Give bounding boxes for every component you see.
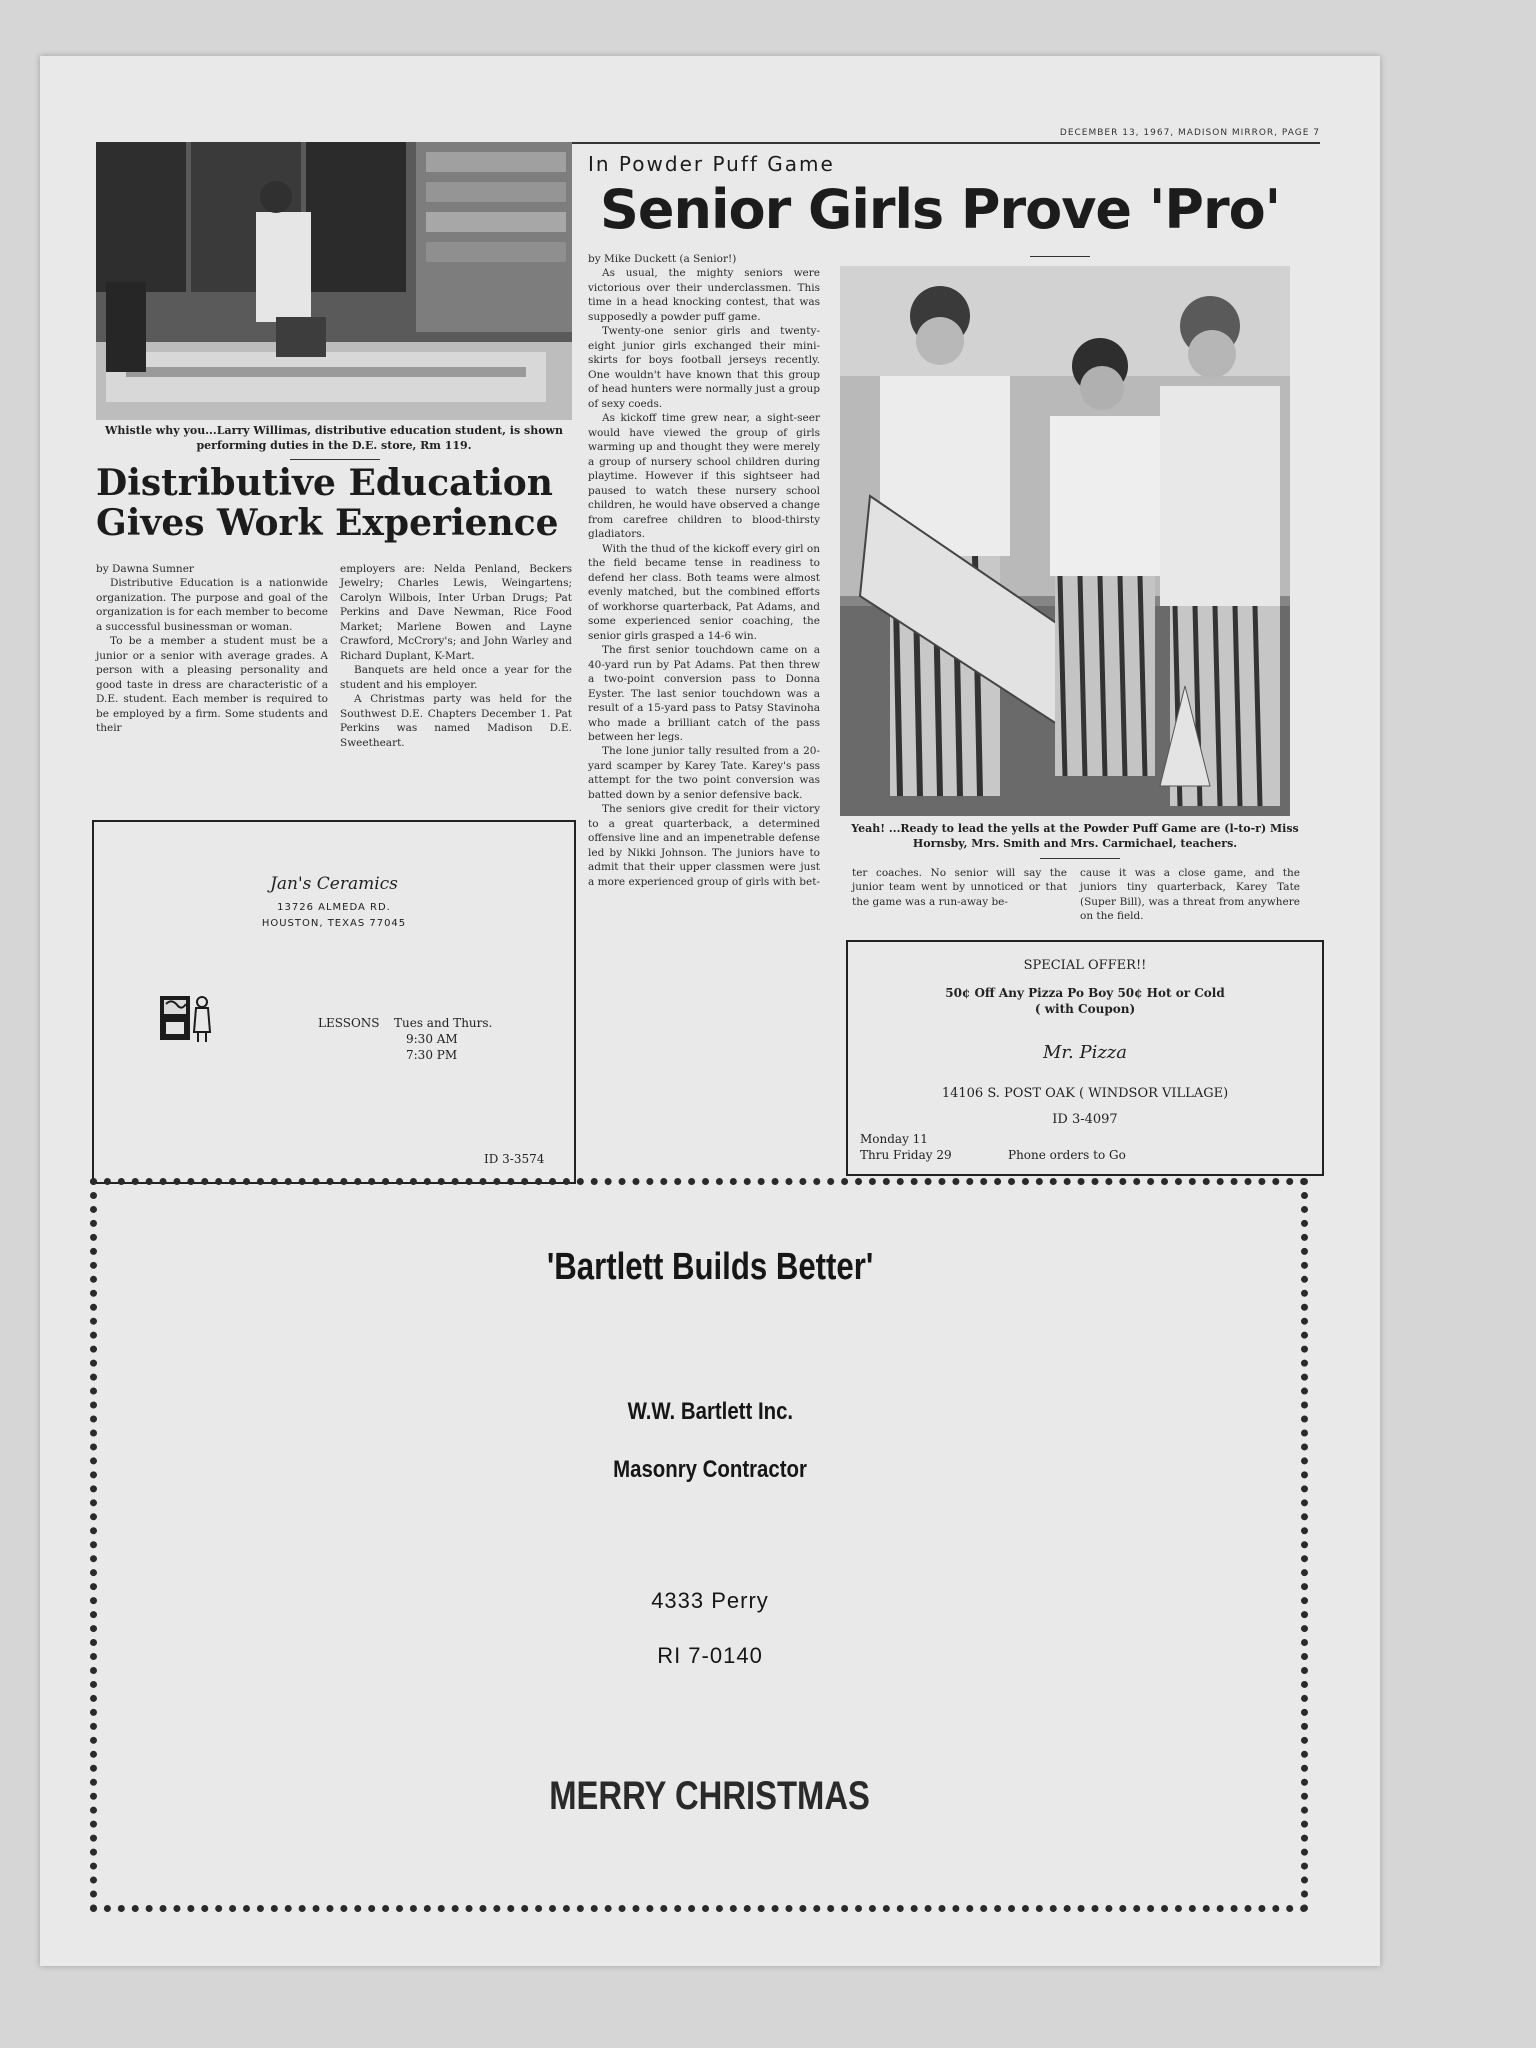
ceramics-ad	[92, 820, 576, 1184]
dateline: DECEMBER 13, 1967, MADISON MIRROR, PAGE 7	[1059, 128, 1320, 138]
bartlett-company: W.W. Bartlett Inc.	[627, 1398, 793, 1425]
caption-rule	[290, 459, 380, 460]
pizza-offer-line1: 50¢ Off Any Pizza Po Boy 50¢ Hot or Cold	[945, 986, 1225, 1000]
bartlett-phone: RI 7-0140	[657, 1643, 763, 1668]
de-col1-para: Distributive Education is a nationwide organization. The purpose and goal of the organization is for each member to become a successful businessman or woman.	[96, 577, 328, 633]
pp-col1-para: Twenty-one senior girls and twenty-eight junior girls exchanged their mini-skirts for boys football jerseys recently. One wouldn't have known that this group of head hunters were normally just a group of sexy coeds.	[588, 325, 820, 410]
bartlett-greeting: MERRY CHRISTMAS	[549, 1774, 871, 1818]
ceramics-lessons-days: Tues and Thurs.	[394, 1016, 493, 1030]
pp-col1-para: With the thud of the kickoff every girl on the field became tense in readiness to defend her class. Both teams were almost evenly matched, but the combined efforts of workhorse quarterback, Pat Adams, and some experienced senior coaching, the senior girls grasped a 14-6 win.	[588, 542, 820, 642]
de-col2-para: Banquets are held once a year for the student and his employer.	[340, 664, 572, 691]
ceramics-address1: 13726 ALMEDA RD.	[277, 902, 391, 913]
pottery-icon	[158, 992, 212, 1044]
pp-column-1	[588, 252, 820, 889]
pp-kicker: In Powder Puff Game	[588, 152, 835, 176]
bartlett-greeting-wrap	[100, 1774, 1320, 1819]
ceramics-time1: 9:30 AM	[406, 1032, 458, 1046]
de-col2-para: employers are: Nelda Penland, Beckers Jewelry; Charles Lewis, Weingartens; Carolyn Wilbois, Inter Urban Drugs; Pat Perkins and Dave Newman, Rice Food Market; Marlene Bowen and Layne Crawford, McCrory's; and John Warley and Richard Duplant, K-Mart.	[340, 563, 572, 662]
de-column-2	[340, 562, 572, 750]
pp-col1-para: The seniors give credit for their victory to a great quarterback, a determined offensive line and an impenetrable defense led by Nikki Johnson. The juniors have to admit that their upper classmen were just a more experienced group of girls with bet-	[588, 803, 821, 888]
ceramics-phone: ID 3-3574	[484, 1152, 545, 1166]
caption-rule-2	[1040, 858, 1120, 859]
ceramics-lessons-label: LESSONS	[318, 1016, 380, 1030]
pizza-phone-note: Phone orders to Go	[1008, 1148, 1126, 1162]
de-headline-line1: Distributive Education	[96, 462, 553, 504]
pp-col1-para: The lone junior tally resulted from a 20-yard scamper by Karey Tate. Karey's pass attempt for the two point conversion was batted down by a senior defensive back.	[588, 745, 820, 801]
ceramics-address2: HOUSTON, TEXAS 77045	[261, 918, 407, 929]
newspaper-page	[40, 56, 1380, 1966]
bartlett-street: 4333 Perry	[651, 1588, 769, 1613]
pizza-dates-line2: Thru Friday 29	[860, 1148, 952, 1162]
pp-byline: by Mike Duckett (a Senior!)	[588, 253, 737, 265]
de-photo-caption: Whistle why you...Larry Willimas, distributive education student, is shown performing duties in the D.E. store, Rm 119.	[105, 424, 563, 452]
ceramics-time2: 7:30 PM	[406, 1048, 458, 1062]
pizza-offer-line2: ( with Coupon)	[1034, 1002, 1136, 1016]
bartlett-slogan-wrap	[100, 1246, 1320, 1289]
pizza-ad	[846, 940, 1324, 1176]
de-store-photo	[96, 142, 572, 420]
bartlett-slogan: 'Bartlett Builds Better'	[546, 1246, 874, 1288]
pp-column-3: cause it was a close game, and the juniors tiny quarterback, Karey Tate (Super Bill), was a threat from anywhere on the field.	[1080, 867, 1300, 923]
cheerleader-teachers-photo	[840, 266, 1290, 816]
pp-col1-para: The first senior touchdown came on a 40-yard run by Pat Adams. Pat then threw a two-point conversion pass to Donna Eyster. The last senior touchdown was a result of a 15-yard pass to Patsy Stavinoha who made a brilliant catch of the pass between her legs.	[588, 644, 820, 743]
bartlett-trade: Masonry Contractor	[613, 1456, 807, 1483]
headline-rule	[1030, 256, 1090, 257]
de-column-1	[96, 562, 328, 736]
pp-headline: Senior Girls Prove 'Pro'	[600, 178, 1281, 241]
pizza-address: 14106 S. POST OAK ( WINDSOR VILLAGE)	[941, 1086, 1229, 1101]
de-headline	[96, 464, 576, 543]
de-headline-line2: Gives Work Experience	[96, 501, 559, 544]
pizza-phone: ID 3-4097	[1052, 1112, 1118, 1127]
pp-photo-caption: Yeah! ...Ready to lead the yells at the Powder Puff Game are (l-to-r) Miss Hornsby, Mrs. Smith and Mrs. Carmichael, teachers.	[851, 822, 1299, 850]
bartlett-trade-wrap	[100, 1456, 1320, 1484]
de-col1-para: To be a member a student must be a junior or a senior with average grades. A person with a pleasing personality and good taste in dress are characteristic of a D.E. student. Each member is required to be employed by a firm. Some students and their	[96, 635, 328, 735]
de-col2-para: A Christmas party was held for the Southwest D.E. Chapters December 1. Pat Perkins was named Madison D.E. Sweetheart.	[340, 693, 572, 749]
pp-col1-para: As kickoff time grew near, a sight-seer would have viewed the group of girls warming up and thought they were merely a group of nursery school children during playtime. However if this sightseer had paused to watch these nursery school children, he would have observed a change from carefree children to blood-thirsty gladiators.	[588, 412, 820, 541]
de-byline: by Dawna Sumner	[96, 563, 194, 575]
pp-col1-para: As usual, the mighty seniors were victorious over their underclassmen. This time in a head knocking contest, that was supposedly a powder puff game.	[588, 267, 820, 323]
pp-column-2: ter coaches. No senior will say the junior team went by unnoticed or that the game was a run-away be-	[852, 867, 1067, 908]
pizza-name: Mr. Pizza	[1042, 1042, 1128, 1063]
pizza-dates-line1: Monday 11	[860, 1132, 928, 1146]
ceramics-name: Jan's Ceramics	[270, 874, 398, 894]
bartlett-company-wrap	[100, 1398, 1320, 1426]
pizza-title: SPECIAL OFFER!!	[1023, 958, 1147, 973]
